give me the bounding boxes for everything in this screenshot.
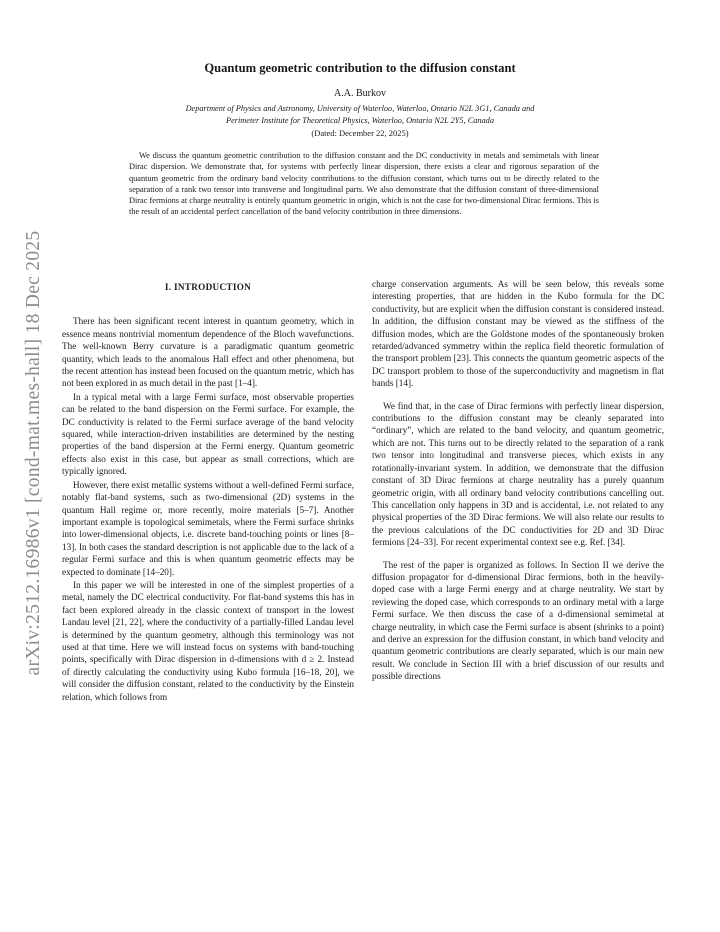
body-paragraph: The rest of the paper is organized as follows. In Section II we derive the diffusion propagator for d-dimensional Dirac fermions, both in the heavily-doped case with a large Fermi energy and at charge neutrality. We start by reviewing the doped case, which corresponds to an ordinary metal with a large Fermi surface. We then discuss the case of a d-dimensional semimetal at charge neutrality, in which case the Fermi surface is absent (shrinks to a point) and derive an expression for the diffusion constant, in which band velocity and quantum geometric contributions are clearly separated, which is our main new result. We conclude in Section III with a brief discussion of our results and possible directions	[372, 559, 664, 682]
arxiv-identifier-stamp: arXiv:2512.16986v1 [cond-mat.mes-hall] 18 Dec 2025	[23, 230, 44, 676]
left-column	[62, 278, 354, 703]
body-paragraph: charge conservation arguments. As will be seen below, this reveals some interesting properties, that are hidden in the Kubo formula for the DC conductivity, but are explicit when the diffusion constant is considered instead. In addition, the diffusion constant may be viewed as the stiffness of the diffusion modes, which are the Goldstone modes of the spontaneously broken retarded/advanced symmetry within the replica field theoretic formulation of the transport problem [23]. This connects the quantum geometric aspects of the DC transport problem to those of the superconductivity and magnetism in flat bands [14].	[372, 279, 664, 389]
body-paragraph: In this paper we will be interested in one of the simplest properties of a metal, namely the DC electrical conductivity. For flat-band systems this has in fact been explored already in the classic context of transport in the lowest Landau level [21, 22], where the conductivity of a partially-filled Landau level is determined by the quantum geometry, although this terminology was not used at that time. Here we will instead focus on systems with band-touching points, specifically with Dirac dispersion in d-dimensions with d ≥ 2. Instead of directly calculating the conductivity using Kubo formula [16–18, 20], we will consider the diffusion constant, related to the conductivity by the Einstein relation, which follows from	[62, 579, 354, 702]
affiliation-line-2: Perimeter Institute for Theoretical Physics, Waterloo, Ontario N2L 2Y5, Canada	[226, 116, 494, 125]
author-name: A.A. Burkov	[334, 88, 386, 99]
body-paragraph: However, there exist metallic systems without a well-defined Fermi surface, notably flat-band systems, such as two-dimensional (2D) systems in the quantum Hall regime or, more recently, moire materials [5–7]. Another important example is topological semimetals, where the Fermi surface shrinks into lower-dimensional objects, i.e. discrete band-touching points or lines [8–13]. In both cases the standard description is not applicable due to the lack of a regular Fermi surface and this is when quantum geometric effects may be expected to dominate [14–20].	[62, 479, 354, 577]
affiliation-line-1: Department of Physics and Astronomy, University of Waterloo, Waterloo, Ontario N2L 3G1, Canada and	[185, 104, 535, 113]
right-column	[372, 278, 664, 683]
body-paragraph: There has been significant recent interest in quantum geometry, which in essence means nontrivial momentum dependence of the Bloch wavefunctions. The well-known Berry curvature is a paradigmatic quantum geometric quantity, which leads to the anomalous Hall effect and other phenomena, but the recent attention has instead been focused on the quantum metric, which has not been explored in as much detail in the past [1–4].	[62, 316, 354, 389]
abstract: We discuss the quantum geometric contribution to the diffusion constant and the DC conductivity in metals and semimetals with linear Dirac dispersion. We demonstrate that, for systems with perfectly linear dispersion, there exists a clear and rigorous separation of the quantum geometric from the ordinary band velocity contributions to the diffusion constant, which turns out to be directly related to the separation of a rank two tensor into transverse and longitudinal parts. We also demonstrate that the diffusion constant of three-dimensional Dirac fermions at charge neutrality is entirely quantum geometric in origin, which is not the case for two-dimensional Dirac fermions. This is the result of an accidental perfect cancellation of the band velocity contribution in three dimensions.	[129, 151, 599, 217]
paper-title: Quantum geometric contribution to the diffusion constant	[204, 61, 516, 75]
section-heading-introduction: I. INTRODUCTION	[164, 282, 252, 292]
affiliation-block	[90, 103, 630, 127]
date-line: (Dated: December 22, 2025)	[311, 128, 409, 138]
body-paragraph: In a typical metal with a large Fermi surface, most observable properties can be related to the band dispersion on the Fermi surface. For example, the DC conductivity is related to the Fermi surface average of the band velocity squared, while interaction-driven instabilities are determined by the nesting properties of the band dispersion at the Fermi energy. Quantum geometric effects also exist in this case, but appear as small corrections, which are typically ignored.	[62, 391, 354, 477]
body-paragraph: We find that, in the case of Dirac fermions with perfectly linear dispersion, contributions to the diffusion constant may be cleanly separated into “ordinary”, which are related to the band velocity, and quantum geometric, which are not. This turns out to be directly related to the separation of a rank two tensor into longitudinal and transverse pieces, which exists in any rotationally-invariant system. In addition, we demonstrate that the diffusion constant of 3D Dirac fermions at charge neutrality has a purely quantum geometric origin, with all ordinary band velocity contributions cancelling out. This cancellation only happens in 3D and is accidental, i.e. not related to any physical properties of the 3D Dirac fermions. We will also relate our results to the previous calculations of the DC conductivities for 2D and 3D Dirac fermions [24–33]. For recent experimental context see e.g. Ref. [34].	[372, 400, 664, 548]
